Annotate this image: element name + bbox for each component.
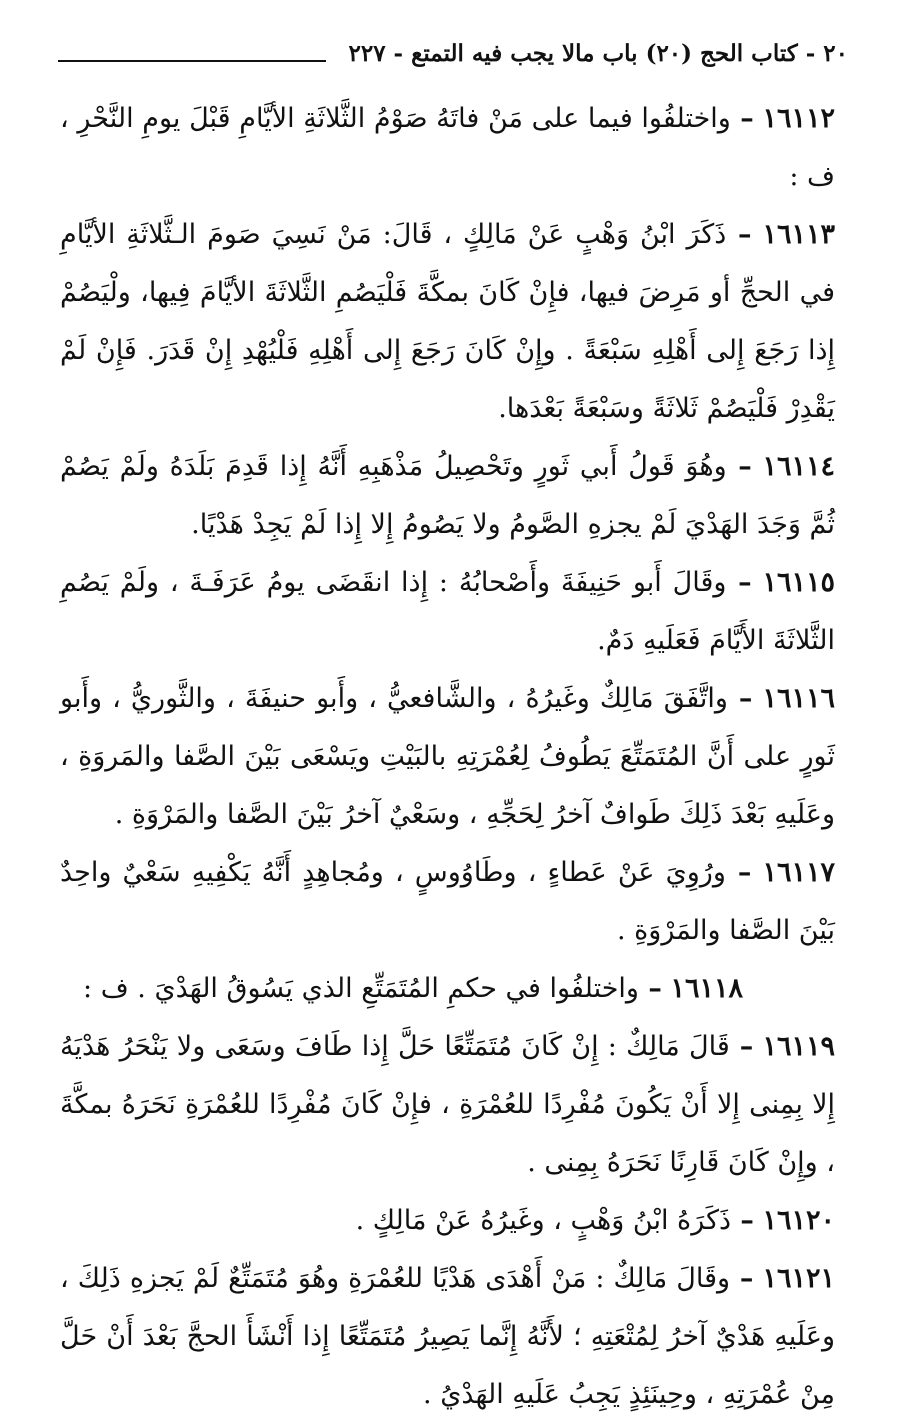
header-rule bbox=[58, 60, 326, 62]
paragraph-16115 bbox=[60, 554, 835, 670]
paragraph-text: واختلفُوا فيما على مَنْ فاتَهُ صَوْمُ الثَّلاثَةِ الأيَّامِ قَبْلَ يومِ النَّحْرِ ، ف : bbox=[60, 103, 835, 192]
paragraph-16121 bbox=[60, 1250, 835, 1424]
paragraph-16118 bbox=[60, 960, 835, 1018]
paragraph-16112 bbox=[60, 90, 835, 206]
paragraph-dash: – bbox=[727, 683, 753, 714]
paragraph-text: وقَالَ أَبو حَنِيفَةَ وأَصْحابُهُ : إِذا انقَضَى يومُ عَرَفَـةَ ، ولَمْ يَصُمِ الثَّلاثَةَ الأَيَّامَ فَعَلَيهِ دَمٌ. bbox=[60, 567, 835, 656]
paragraph-text: واختلفُوا في حكمِ المُتَمَتِّعِ الذي يَسُوقُ الهَدْيَ . ف : bbox=[83, 973, 639, 1004]
paragraph-number: ١٦١١٦ bbox=[762, 683, 835, 714]
paragraph-dash: – bbox=[726, 451, 752, 482]
paragraph-dash: – bbox=[726, 219, 752, 250]
body-text bbox=[60, 90, 835, 1424]
paragraph-16120 bbox=[60, 1192, 835, 1250]
paragraph-16117 bbox=[60, 844, 835, 960]
paragraph-number: ١٦١١٤ bbox=[762, 451, 835, 482]
paragraph-number: ١٦١٢٠ bbox=[762, 1205, 835, 1236]
paragraph-text: وهُوَ قَولُ أَبي ثَورٍ وتَحْصِيلُ مَذْهَبِهِ أَنَّهُ إِذا قَدِمَ بَلَدَهُ ولَمْ يَصُمْ ثُمَّ وَجَدَ الهَدْيَ لَمْ يجزهِ الصَّومُ ولا يَصُومُ إِلا إِذا لَمْ يَجِدْ هَدْيًا. bbox=[60, 451, 835, 540]
running-header bbox=[58, 36, 848, 76]
paragraph-dash: – bbox=[726, 567, 752, 598]
header-text: ٢٠ - كتاب الحج (٢٠) باب مالا يجب فيه التمتع - ٢٢٧ bbox=[348, 40, 848, 67]
paragraph-dash: – bbox=[730, 1205, 754, 1236]
paragraph-text: ذَكَرَ ابْنُ وَهْبٍ عَنْ مَالِكٍ ، قَالَ: مَنْ نَسِيَ صَومَ الـثَّلاثَةِ الأيَّامِ في الحجِّ أو مَرِضَ فيها، فإِنْ كَانَ بمكَّةَ فَلْيَصُمِ الثَّلاثَةَ الأيَّامَ فِيها، ولْيَصُمْ إِذا رَجَعَ إِلى أَهْلِهِ سَبْعَةً . وإِنْ كَانَ رَجَعَ إِلى أَهْلِهِ فَلْيُهْدِ إِنْ قَدَرَ. فَإِنْ لَمْ يَقْدِرْ فَلْيَصُمْ ثَلاثَةً وسَبْعَةً بَعْدَها. bbox=[60, 219, 835, 424]
paragraph-dash: – bbox=[729, 1031, 754, 1062]
paragraph-16113 bbox=[60, 206, 835, 438]
paragraph-16114 bbox=[60, 438, 835, 554]
paragraph-text: ذَكَرَهُ ابْنُ وَهْبٍ ، وغَيرُهُ عَنْ مَالِكٍ . bbox=[355, 1205, 731, 1236]
paragraph-dash: – bbox=[730, 103, 754, 134]
paragraph-16119 bbox=[60, 1018, 835, 1192]
paragraph-dash: – bbox=[638, 973, 662, 1004]
paragraph-number: ١٦١١٢ bbox=[762, 103, 835, 134]
paragraph-number: ١٦١٢١ bbox=[762, 1263, 836, 1294]
paragraph-dash: – bbox=[730, 1263, 754, 1294]
paragraph-number: ١٦١١٣ bbox=[762, 219, 835, 250]
paragraph-number: ١٦١١٩ bbox=[762, 1031, 835, 1062]
paragraph-text: ورُوِيَ عَنْ عَطاءٍ ، وطَاوُوسٍ ، ومُجاهِدٍ أَنَّهُ يَكْفِيهِ سَعْيٌ واحِدٌ بَيْنَ الصَّفا والمَرْوَةِ . bbox=[60, 857, 835, 946]
paragraph-number: ١٦١١٧ bbox=[762, 857, 835, 888]
paragraph-text: قَالَ مَالِكٌ : إِنْ كَانَ مُتَمَتِّعًا حَلَّ إِذا طَافَ وسَعَى ولا يَنْحَرُ هَدْيَهُ إِلا بِمِنى إِلا أَنْ يَكُونَ مُفْرِدًا للعُمْرَةِ ، فإِنْ كَانَ مُفْرِدًا للعُمْرَةِ نَحَرَهُ بمكَّةَ ، وإِنْ كَانَ قَارِنًا نَحَرَهُ بِمِنى . bbox=[60, 1031, 835, 1178]
paragraph-text: واتَّفَقَ مَالِكٌ وغَيرُهُ ، والشَّافعيُّ ، وأَبو حنيفَةَ ، والثَّوريُّ ، وأَبو ثَورٍ على أَنَّ المُتَمَتِّعَ يَطُوفُ لِعُمْرَتِهِ بالبَيْتِ ويَسْعَى بَيْنَ الصَّفا والمَروَةِ ، وعَلَيهِ بَعْدَ ذَلِكَ طَوافٌ آخرُ لِحَجِّهِ ، وسَعْيٌ آخرُ بَيْنَ الصَّفا والمَرْوَةِ . bbox=[60, 683, 835, 830]
paragraph-16116 bbox=[60, 670, 835, 844]
paragraph-text: وقَالَ مَالِكٌ : مَنْ أَهْدَى هَدْيًا للعُمْرَةِ وهُوَ مُتَمَتِّعٌ لَمْ يَجزهِ ذَلِكَ ، وعَلَيهِ هَدْيٌ آخرُ لِمُتْعَتِهِ ؛ لأَنَّهُ إِنَّما يَصِيرُ مُتَمَتِّعًا إِذا أَنْشَأَ الحجَّ بَعْدَ أَنْ حَلَّ مِنْ عُمْرَتِهِ ، وحِينَئِذٍ يَجِبُ عَلَيهِ الهَدْيُ . bbox=[60, 1263, 835, 1410]
paragraph-number: ١٦١١٥ bbox=[762, 567, 835, 598]
paragraph-number: ١٦١١٨ bbox=[670, 973, 743, 1004]
paragraph-dash: – bbox=[725, 857, 752, 888]
